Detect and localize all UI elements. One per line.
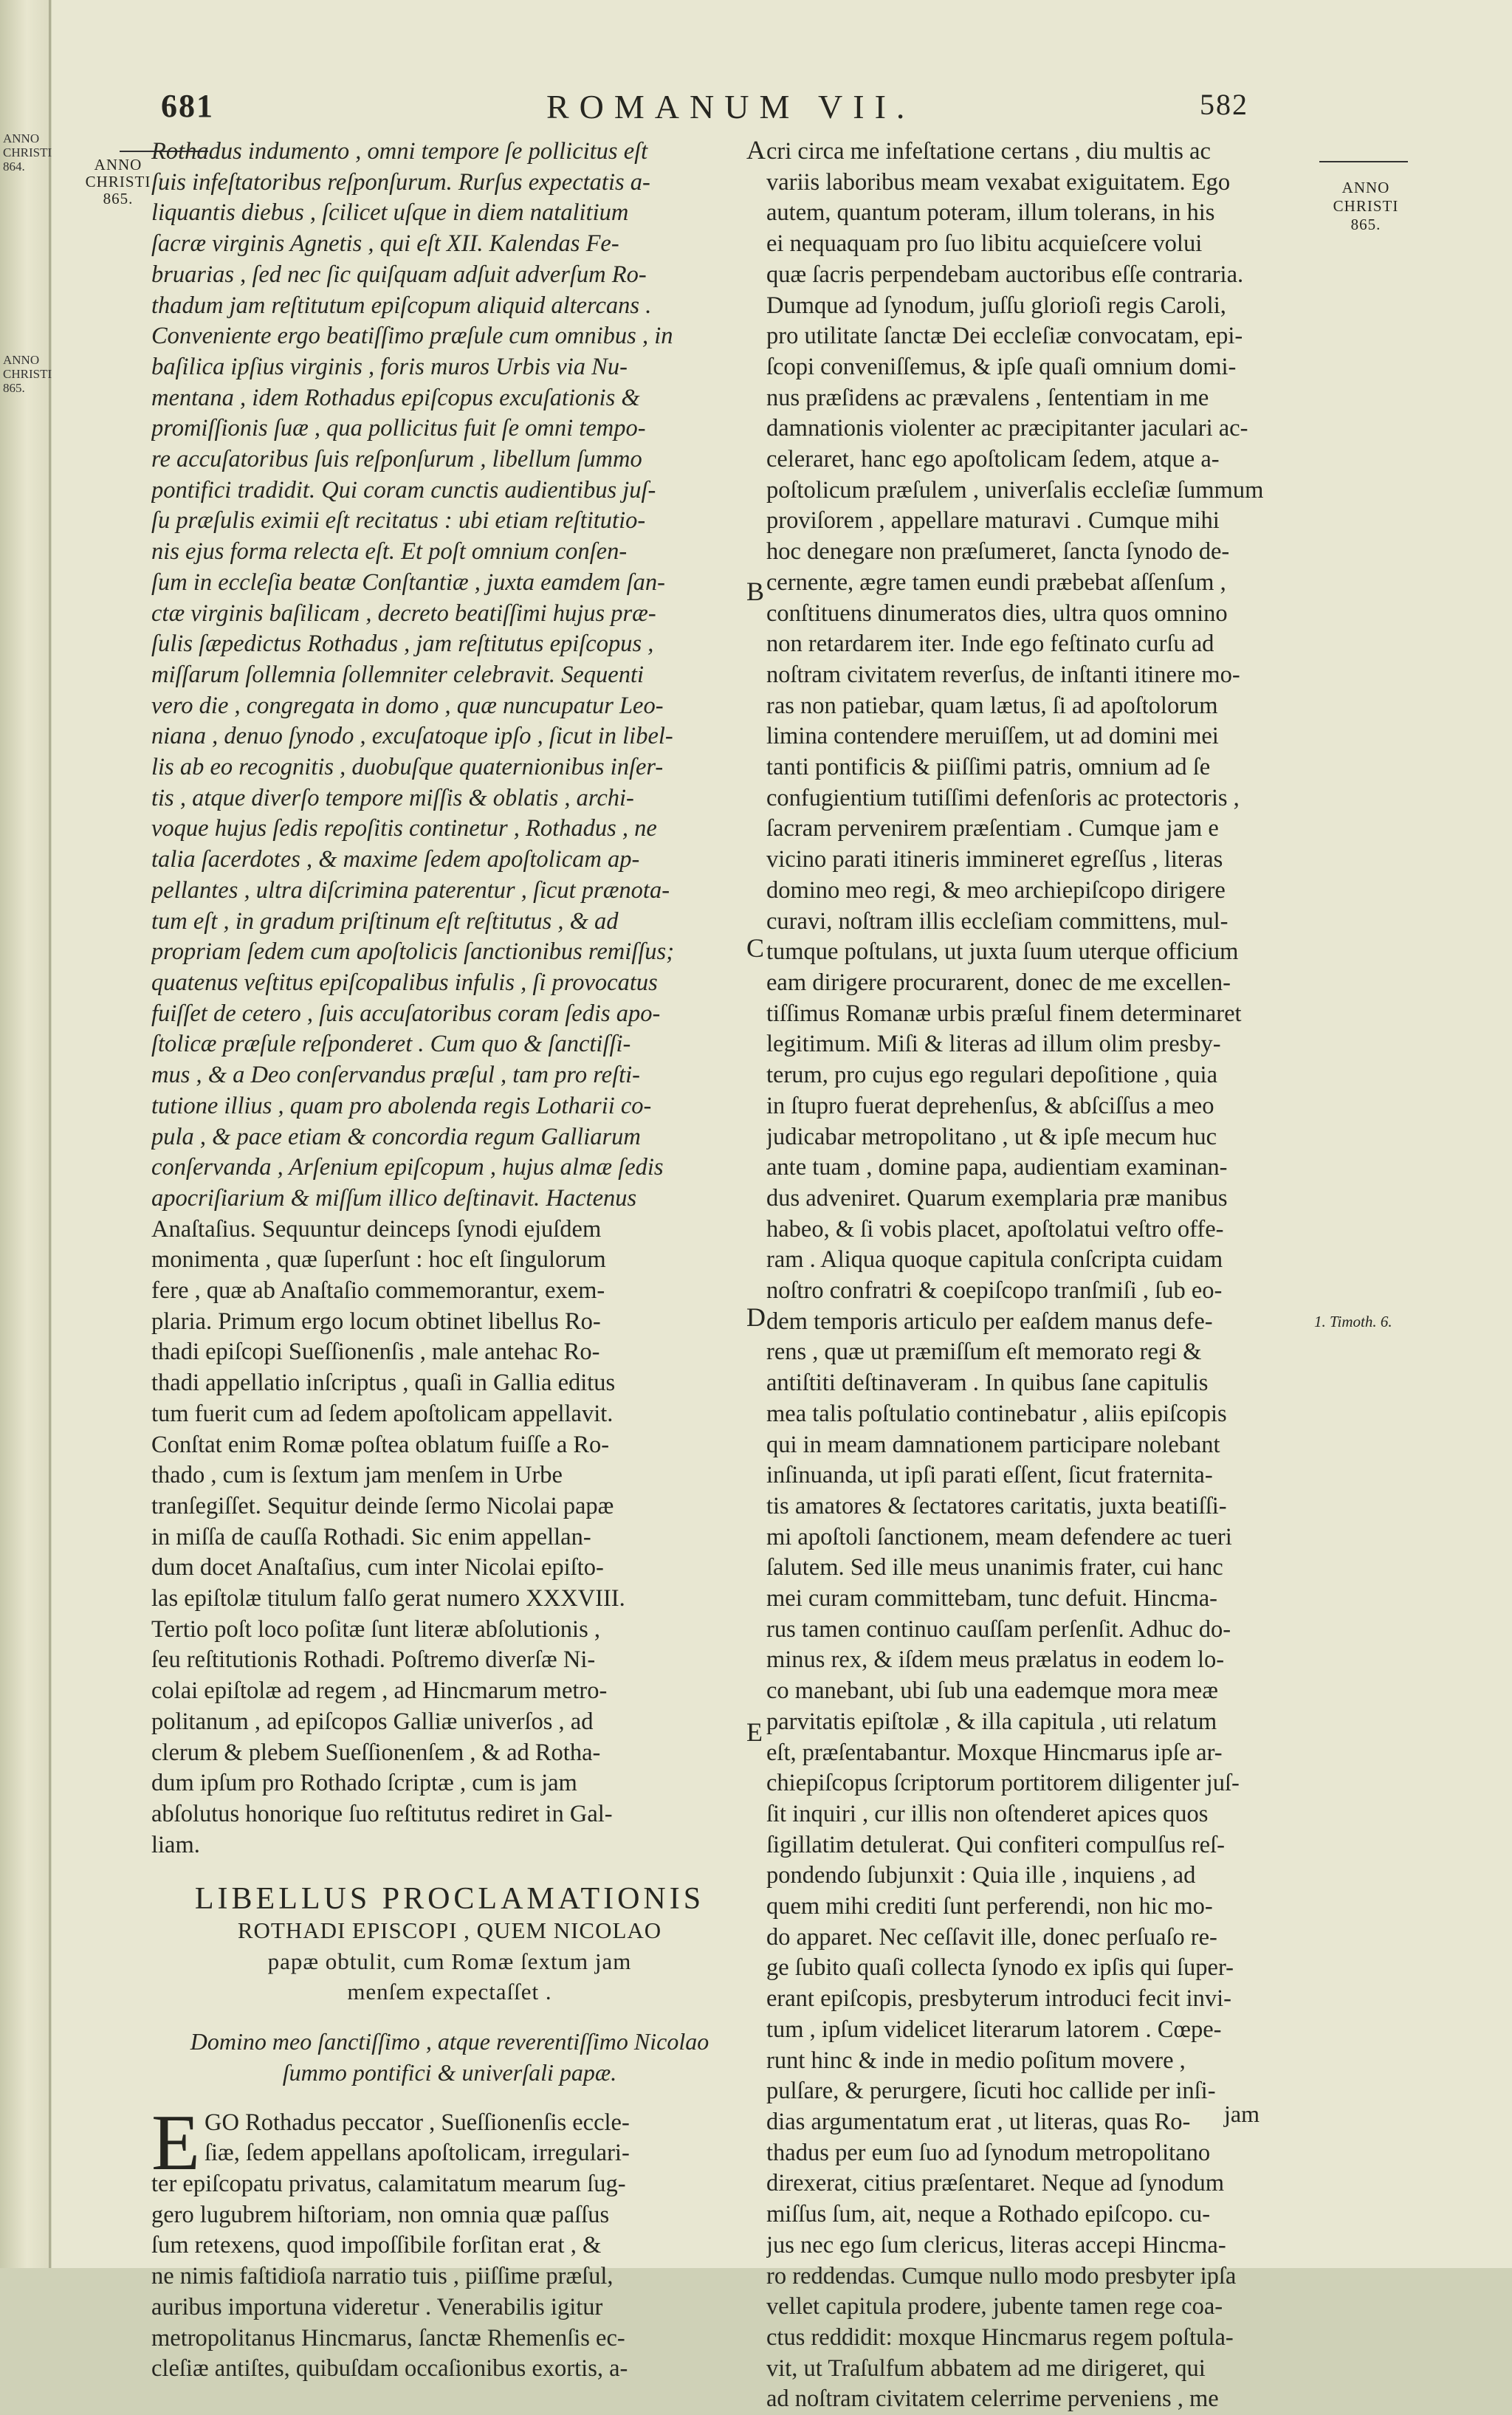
text-line: talia ſacerdotes , & maxime ſedem apoſtolicam ap-	[151, 846, 640, 873]
scripture-sidenote: 1. Timoth. 6.	[1314, 1313, 1392, 1330]
text-line: re accuſatoribus ſuis reſponſurum , libellum ſummo	[151, 446, 642, 473]
text-line: eam dirigere procurarent, donec de me excellen-	[766, 969, 1231, 996]
left-text-column	[151, 137, 748, 2385]
text-line: baſilica ipſius virginis , foris muros Urbis via Nu-	[151, 353, 628, 380]
text-line: mus , & a Deo conſervandus præſul , tam pro reſti-	[151, 1062, 640, 1089]
text-line: nus præſidens ac prævalens , ſententiam in me	[766, 384, 1209, 411]
text-line: dem temporis articulo per eaſdem manus defe-	[766, 1308, 1213, 1335]
text-line: quatenus veſtitus epiſcopalibus infulis , ſi provocatus	[151, 969, 658, 996]
text-line: minus rex, & iſdem meus prælatus in eodem lo-	[766, 1646, 1225, 1674]
text-line: chiepiſcopus ſcriptorum portitorem diligenter juſ-	[766, 1770, 1240, 1797]
text-line: inſinuanda, ut ipſi parati eſſent, ſicut fraternita-	[766, 1462, 1213, 1489]
prev-christi-label: CHRISTI	[3, 145, 52, 159]
text-line: auribus importuna videretur . Venerabilis igitur	[151, 2293, 603, 2320]
text-line: fuiſſet de cetero , ſuis accuſatoribus coram ſedis apo-	[151, 1000, 661, 1027]
text-line: damnationis violenter ac præcipitanter jaculari ac-	[766, 415, 1248, 442]
left-page-number: 681	[161, 88, 214, 124]
text-line: ſuis infeſtatoribus reſponſurum. Rurſus expectatis a-	[151, 168, 650, 196]
text-line: monimenta , quæ ſuperſunt : hoc eſt ſingulorum	[151, 1246, 606, 1274]
text-line: variis laboribus meam vexabat exiguitatem. Ego	[766, 168, 1231, 196]
text-line: thado , cum is ſextum jam menſem in Urbe	[151, 1462, 563, 1489]
text-line: voque hujus ſedis repoſitis continetur , Rothadus , ne	[151, 815, 657, 842]
dedication-line-1: Domino meo ſanctiſſimo , atque reverentiſſimo Nicolao	[190, 2028, 709, 2055]
prev-christi-label: CHRISTI	[3, 367, 52, 381]
text-line: Dumque ad ſynodum, juſſu glorioſi regis Caroli,	[766, 292, 1226, 319]
text-line: parvitatis epiſtolæ , & illa capitula , uti relatum	[766, 1708, 1217, 1735]
text-line: ctus reddidit: moxque Hincmarus regem poſtula-	[766, 2323, 1234, 2351]
left-narrative	[151, 137, 748, 1861]
text-line: pro utilitate ſanctæ Dei eccleſiæ convocatam, epi-	[766, 323, 1243, 350]
text-line: niana , denuo ſynodo , excuſatoque ipſo , ſicut in libel-	[151, 723, 673, 750]
text-line: quæ ſacris perpendebam auctoribus eſſe contraria.	[766, 261, 1244, 288]
text-line: nis ejus forma relecta eſt. Et poſt omnium conſen-	[151, 538, 628, 566]
anno-rule	[1319, 161, 1408, 162]
libellus-title: LIBELLUS PROCLAMATIONIS	[194, 1882, 705, 1917]
text-line: ſum in eccleſia beatæ Conſtantiæ , juxta eamdem ſan-	[151, 568, 665, 596]
text-line: pula , & pace etiam & concordia regum Galliarum	[151, 1123, 641, 1150]
section-letter-a: A	[746, 135, 766, 165]
libellus-subtitle-2: papæ obtulit, cum Romæ ſextum jam	[267, 1948, 632, 1974]
text-line: mentana , idem Rothadus epiſcopus excuſationis &	[151, 384, 640, 411]
libellus-subtitle-1: ROTHADI EPISCOPI , QUEM NICOLAO	[237, 1917, 662, 1944]
prev-year-label: 864.	[3, 159, 25, 174]
libellus-body-rest	[151, 2169, 748, 2385]
text-line: cernente, ægre tamen eundi præbebat aſſenſum ,	[766, 568, 1226, 596]
text-line: tutione illius , quam pro abolenda regis Lotharii co-	[151, 1092, 652, 1119]
text-line: co manebant, ubi ſub una eademque mora meæ	[766, 1677, 1218, 1705]
christi-label: CHRISTI	[1333, 197, 1399, 215]
prev-year-label: 865.	[3, 381, 25, 395]
right-narrative	[766, 137, 1324, 2415]
text-line: ſu præſulis eximii eſt recitatus : ubi etiam reſtitutio-	[151, 507, 646, 535]
text-line: erant epiſcopis, presbyterum introduci fecit invi-	[766, 1985, 1231, 2013]
text-line: domino meo regi, & meo archiepiſcopo dirigere	[766, 876, 1226, 904]
prev-margin-note-2	[3, 353, 52, 395]
text-line: vicino parati itineris immineret egreſſus , literas	[766, 846, 1223, 873]
body-line: GO Rothadus peccator , Sueſſionenſis eccle-	[205, 2109, 630, 2136]
catchword: jam	[1224, 2100, 1260, 2127]
text-line: Anaſtaſius. Sequuntur deinceps ſynodi ejuſdem	[151, 1215, 602, 1243]
dedication-line-2: ſummo pontifici & univerſali papæ.	[282, 2058, 617, 2086]
text-line: dias argumentatum erat , ut literas, quas Ro-	[766, 2109, 1191, 2135]
text-line: Conſtat enim Romæ poſtea oblatum fuiſſe a Ro-	[151, 1431, 610, 1458]
text-line: ſtolicæ præſule reſponderet . Cum quo & ſanctiſſi-	[151, 1031, 631, 1058]
anno-label: ANNO	[1341, 179, 1390, 196]
text-line: ro reddendas. Cumque nullo modo presbyter ipſa	[766, 2262, 1237, 2289]
text-line: noſtram civitatem reverſus, de inſtanti itinere mo-	[766, 661, 1240, 688]
text-line: thadi appellatio inſcriptus , quaſi in Gallia editus	[151, 1370, 616, 1397]
anno-label: ANNO	[94, 156, 142, 174]
text-line: ante tuam , domine papa, audientiam examinan-	[766, 1154, 1228, 1181]
anno-christi-right	[1318, 179, 1414, 234]
text-line: dum docet Anaſtaſius, cum inter Nicolai epiſto-	[151, 1554, 604, 1581]
text-line: runt hinc & inde in medio poſitum movere ,	[766, 2047, 1186, 2074]
text-line: ne nimis faſtidioſa narratio tuis , piiſſime præſul,	[151, 2263, 614, 2290]
text-line: politanum , ad epiſcopos Galliæ univerſos , ad	[151, 1708, 594, 1735]
text-line: ras non patiebar, quam lætus, ſi ad apoſtolorum	[766, 692, 1218, 719]
text-line: antiſtiti deſtinaveram . In quibus ſane capitulis	[766, 1370, 1209, 1397]
text-line: proviſorem , appellare maturavi . Cumque mihi	[766, 507, 1220, 535]
text-line: in miſſa de cauſſa Rothadi. Sic enim appellan-	[151, 1523, 591, 1550]
text-line: las epiſtolæ titulum falſo gerat numero XXXVIII.	[151, 1585, 625, 1612]
text-line: ge ſubito quaſi collecta ſynodo ex ipſis qui ſuper-	[766, 1954, 1234, 1982]
text-line: ſum retexens, quod impoſſibile forſitan erat , &	[151, 2232, 602, 2259]
running-title: ROMANUM VII.	[546, 88, 915, 126]
text-line: liquantis diebus , ſcilicet uſque in diem natalitium	[151, 199, 629, 227]
text-line: tum eſt , in gradum priſtinum eſt reſtitutus , & ad	[151, 907, 619, 935]
text-line: ſcopi conveniſſemus, & ipſe quaſi omnium domi-	[766, 353, 1237, 380]
text-line: pontifici tradidit. Qui coram cunctis audientibus juſ-	[151, 476, 656, 504]
text-line: Tertio poſt loco poſitæ ſunt literæ abſolutionis ,	[151, 1615, 600, 1643]
previous-page-edge	[0, 0, 51, 2268]
text-line: direxerat, citius præſentaret. Neque ad ſynodum	[766, 2170, 1225, 2197]
text-line: confugientium tutiſſimi defenſoris ac protectoris ,	[766, 784, 1240, 811]
book-page	[52, 0, 1512, 2413]
prev-anno-label: ANNO	[3, 353, 40, 367]
text-line: tis , atque diverſo tempore miſſis & oblatis , archi-	[151, 784, 634, 811]
text-line: ſacræ virginis Agnetis , qui eſt XII. Kalendas Fe-	[151, 230, 619, 258]
text-line: tis amatores & ſectatores caritatis, juxta beatiſſi-	[766, 1492, 1227, 1519]
anno-christi-left	[74, 157, 162, 207]
text-line: liam.	[151, 1831, 200, 1858]
text-line: autem, quantum poteram, illum tolerans, in his	[766, 199, 1215, 227]
prev-margin-note-1	[3, 131, 52, 174]
libellus-subtitle-3: menſem expectaſſet .	[347, 1979, 552, 2005]
text-line: cleſiæ antiſtes, quibuſdam occaſionibus exortis, a-	[151, 2355, 628, 2383]
text-line: curavi, noſtram illis eccleſiam committens, mul-	[766, 907, 1228, 935]
text-line: conſtituens dinumeratos dies, ultra quos omnino	[766, 600, 1228, 627]
text-line: tum fuerit cum ad ſedem apoſtolicam appellavit.	[151, 1400, 614, 1427]
text-line: ad noſtram civitatem celerrime perveniens , me	[766, 2385, 1219, 2413]
text-line: ſalutem. Sed ille meus unanimis frater, cui hanc	[766, 1554, 1223, 1581]
text-line: vero die , congregata in domo , quæ nuncupatur Leo-	[151, 692, 664, 719]
text-line: bruarias , ſed nec ſic quiſquam adſuit adverſum Ro-	[151, 261, 647, 288]
text-line: celeraret, hanc ego apoſtolicam ſedem, atque a-	[766, 446, 1220, 473]
section-letter-b: B	[746, 577, 765, 606]
text-line: tumque poſtulans, ut juxta ſuum uterque officium	[766, 938, 1239, 966]
text-line: pellantes , ultra diſcrimina paterentur , ſicut prænota-	[151, 876, 670, 904]
text-line: mi apoſtoli ſanctionem, meam defendere ac tueri	[766, 1523, 1232, 1550]
text-line: gero lugubrem hiſtoriam, non omnia quæ paſſus	[151, 2201, 610, 2228]
text-line: cri circa me infeſtatione certans , diu multis ac	[766, 138, 1211, 165]
text-line: promiſſionis ſuæ , qua pollicitus fuit ſe omni tempo-	[151, 415, 646, 442]
text-line: thadi epiſcopi Sueſſionenſis , male antehac Ro-	[151, 1339, 600, 1366]
text-line: tranſegiſſet. Sequitur deinde ſermo Nicolai papæ	[151, 1492, 614, 1519]
text-line: quem mihi crediti ſunt perferendi, non hic mo-	[766, 1893, 1213, 1920]
text-line: noſtro confratri & coepiſcopo tranſmiſi , ſub eo-	[766, 1277, 1223, 1305]
christi-label: CHRISTI	[85, 173, 151, 190]
body-line: ſiæ, ſedem appellans apoſtolicam, irregulari-	[205, 2140, 630, 2167]
text-line: plaria. Primum ergo locum obtinet libellus Ro-	[151, 1308, 601, 1335]
text-line: habeo, & ſi vobis placet, apoſtolatui veſtro offe-	[766, 1215, 1224, 1243]
text-line: eſt, præſentabantur. Moxque Hincmarus ipſe ar-	[766, 1739, 1223, 1766]
text-line: miſſarum ſollemnia ſollemniter celebravit. Sequenti	[151, 661, 645, 688]
text-line: pondendo ſubjunxit : Quia ille , inquiens , ad	[766, 1862, 1196, 1889]
text-line: mea talis poſtulatio continebatur , aliis epiſcopis	[766, 1400, 1227, 1427]
text-line: fere , quæ ab Anaſtaſio commemorantur, exem-	[151, 1277, 605, 1305]
text-line: miſſus ſum, ait, neque a Rothado epiſcopo. cu-	[766, 2201, 1211, 2228]
drop-cap: E	[151, 2098, 200, 2187]
text-line: metropolitanus Hincmarus, ſanctæ Rhemenſis ec-	[151, 2324, 625, 2352]
year-label: 865.	[103, 190, 134, 207]
text-line: ram . Aliqua quoque capitula conſcripta cuidam	[766, 1246, 1223, 1274]
text-line: tiſſimus Romanæ urbis præſul finem determinaret	[766, 1000, 1242, 1027]
text-line: vit, ut Traſulfum abbatem ad me dirigeret, qui	[766, 2354, 1206, 2382]
text-line: legitimum. Miſi & literas ad illum olim presby-	[766, 1031, 1221, 1058]
text-line: ei nequaquam pro ſuo libitu acquieſcere volui	[766, 230, 1203, 258]
text-line: ctæ virginis baſilicam , decreto beatiſſimi hujus præ-	[151, 600, 656, 627]
text-line: abſolutus honorique ſuo reſtitutus rediret in Gal-	[151, 1800, 613, 1827]
text-line: jus nec ego ſum clericus, literas accepi Hincma-	[766, 2231, 1226, 2258]
text-line: conſervanda , Arſenium epiſcopum , hujus almæ ſedis	[151, 1154, 664, 1181]
text-line: propriam ſedem cum apoſtolicis ſanctionibus remiſſus;	[151, 938, 675, 966]
text-line: colai epiſtolæ ad regem , ad Hincmarum metro-	[151, 1677, 608, 1705]
text-line: rus tamen continuo cauſſam perſenſit. Adhuc do-	[766, 1615, 1231, 1643]
text-line: apocriſiarium & miſſum illico deſtinavit. Hactenus	[151, 1184, 637, 1212]
prev-anno-label: ANNO	[3, 131, 40, 145]
libellus-body	[151, 2098, 748, 2385]
text-line: ſeu reſtitutionis Rothadi. Poſtremo diverſæ Ni-	[151, 1646, 596, 1674]
text-line: qui in meam damnationem participare nolebant	[766, 1431, 1220, 1458]
text-line: dum ipſum pro Rothado ſcriptæ , cum is jam	[151, 1770, 577, 1797]
text-line: dus adveniret. Quarum exemplaria præ manibus	[766, 1184, 1228, 1212]
text-line: in ſtupro fuerat deprehenſus, & abſciſſus a meo	[766, 1092, 1214, 1119]
text-line: ſacram pervenirem præſentiam . Cumque jam e	[766, 815, 1219, 842]
text-line: ſit inquiri , cur illis non oſtenderet apices quos	[766, 1800, 1209, 1827]
text-line: non retardarem iter. Inde ego feſtinato curſu ad	[766, 631, 1214, 658]
text-line: poſtolicum præſulem , univerſalis eccleſiæ ſummum	[766, 476, 1264, 504]
right-page-number: 582	[1200, 88, 1248, 121]
text-line: Conveniente ergo beatiſſimo præſule cum omnibus , in	[151, 323, 673, 350]
text-line: thadum jam reſtitutum epiſcopum aliquid altercans .	[151, 292, 652, 319]
section-letter-d: D	[746, 1302, 766, 1332]
text-line: tum , ipſum videlicet literarum latorem . Cœpe-	[766, 2016, 1222, 2043]
text-line: rens , quæ ut præmiſſum eſt memorato regi &	[766, 1339, 1202, 1366]
text-line: hoc denegare non præſumeret, ſancta ſynodo de-	[766, 538, 1230, 566]
text-line: vellet capitula prodere, jubente tamen rege coa-	[766, 2293, 1223, 2320]
text-line: pulſare, & perurgere, ſicuti hoc callide per inſi-	[766, 2078, 1216, 2105]
year-label: 865.	[1350, 216, 1381, 233]
text-line: lis ab eo recognitis , duobuſque quaternionibus inſer-	[151, 754, 664, 781]
text-line: ter epiſcopatu privatus, calamitatum mearum ſug-	[151, 2171, 626, 2197]
text-line: ſigillatim detulerat. Qui confiteri compulſus reſ-	[766, 1831, 1225, 1858]
text-line: limina contendere meruiſſem, ut ad domini mei	[766, 723, 1219, 750]
text-line: judicabar metropolitano , ut & ipſe mecum huc	[766, 1123, 1217, 1150]
section-letter-e: E	[746, 1717, 763, 1747]
text-line: mei curam committebam, tunc defuit. Hincma-	[766, 1585, 1217, 1612]
text-line: tanti pontificis & piiſſimi patris, omnium ad ſe	[766, 754, 1211, 781]
text-line: ſulis ſæpedictus Rothadus , jam reſtitutus epiſcopus ,	[151, 631, 654, 658]
text-line: terum, pro cujus ego regulari depoſitione , quia	[766, 1062, 1218, 1089]
right-text-column	[766, 137, 1324, 2415]
section-letter-c: C	[746, 933, 765, 963]
text-line: thadus per eum ſuo ad ſynodum metropolitano	[766, 2139, 1211, 2166]
text-line: clerum & plebem Sueſſionenſem , & ad Rotha-	[151, 1739, 601, 1766]
text-line: Rothadus indumento , omni tempore ſe pollicitus eſt	[151, 138, 648, 165]
text-line: do apparet. Nec ceſſavit ille, donec perſuaſo re-	[766, 1923, 1217, 1951]
